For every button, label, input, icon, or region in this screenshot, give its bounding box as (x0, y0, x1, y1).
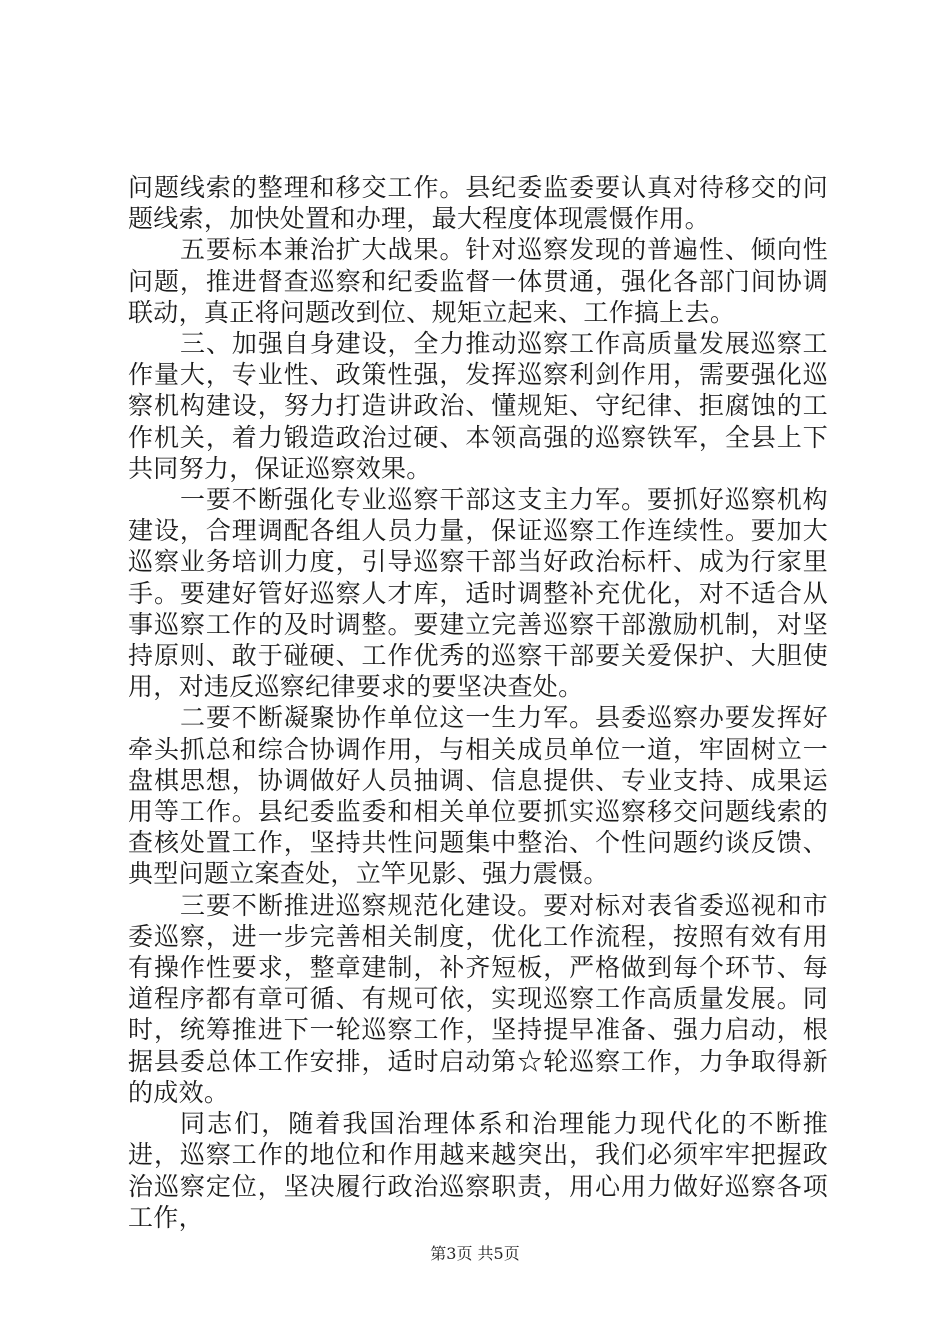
paragraph-continuation: 问题线索的整理和移交工作。县纪委监委要认真对待移交的问题线索，加快处置和办理，最大程度体现震慑作用。 (128, 173, 828, 234)
paragraph-closing: 同志们，随着我国治理体系和治理能力现代化的不断推进，巡察工作的地位和作用越来越突出，我们必须牢牢把握政治巡察定位，坚决履行政治巡察职责，用心用力做好巡察各项工作， (128, 1109, 828, 1232)
paragraph-point-two: 二要不断凝聚协作单位这一生力军。县委巡察办要发挥好牵头抓总和综合协调作用，与相关成员单位一道，牢固树立一盘棋思想，协调做好人员抽调、信息提供、专业支持、成果运用等工作。县纪委监委和相关单位要抓实巡察移交问题线索的查核处置工作，坚持共性问题集中整治、个性问题约谈反馈、典型问题立案查处，立竿见影、强力震慑。 (128, 703, 828, 889)
page-footer: 第3页 共5页 (430, 1244, 520, 1263)
paragraph-point-five: 五要标本兼治扩大战果。针对巡察发现的普遍性、倾向性问题，推进督查巡察和纪委监督一体贯通，强化各部门间协调联动，真正将问题改到位、规矩立起来、工作搞上去。 (128, 235, 828, 327)
document-body (128, 172, 828, 1233)
paragraph-section-three: 三、加强自身建设，全力推动巡察工作高质量发展巡察工作量大，专业性、政策性强，发挥巡察利剑作用，需要强化巡察机构建设，努力打造讲政治、懂规矩、守纪律、拒腐蚀的工作机关，着力锻造政治过硬、本领高强的巡察铁军，全县上下共同努力，保证巡察效果。 (128, 329, 828, 483)
paragraph-point-one: 一要不断强化专业巡察干部这支主力军。要抓好巡察机构建设，合理调配各组人员力量，保证巡察工作连续性。要加大巡察业务培训力度，引导巡察干部当好政治标杆、成为行家里手。要建好管好巡察人才库，适时调整补充优化，对不适合从事巡察工作的及时调整。要建立完善巡察干部激励机制，对坚持原则、敢于碰硬、工作优秀的巡察干部要关爱保护、大胆使用，对违反巡察纪律要求的要坚决查处。 (128, 485, 828, 702)
paragraph-point-three: 三要不断推进巡察规范化建设。要对标对表省委巡视和市委巡察，进一步完善相关制度，优化工作流程，按照有效有用有操作性要求，整章建制，补齐短板，严格做到每个环节、每道程序都有章可循、有规可依，实现巡察工作高质量发展。同时，统筹推进下一轮巡察工作，坚持提早准备、强力启动，根据县委总体工作安排，适时启动第☆轮巡察工作，力争取得新的成效。 (128, 890, 828, 1107)
